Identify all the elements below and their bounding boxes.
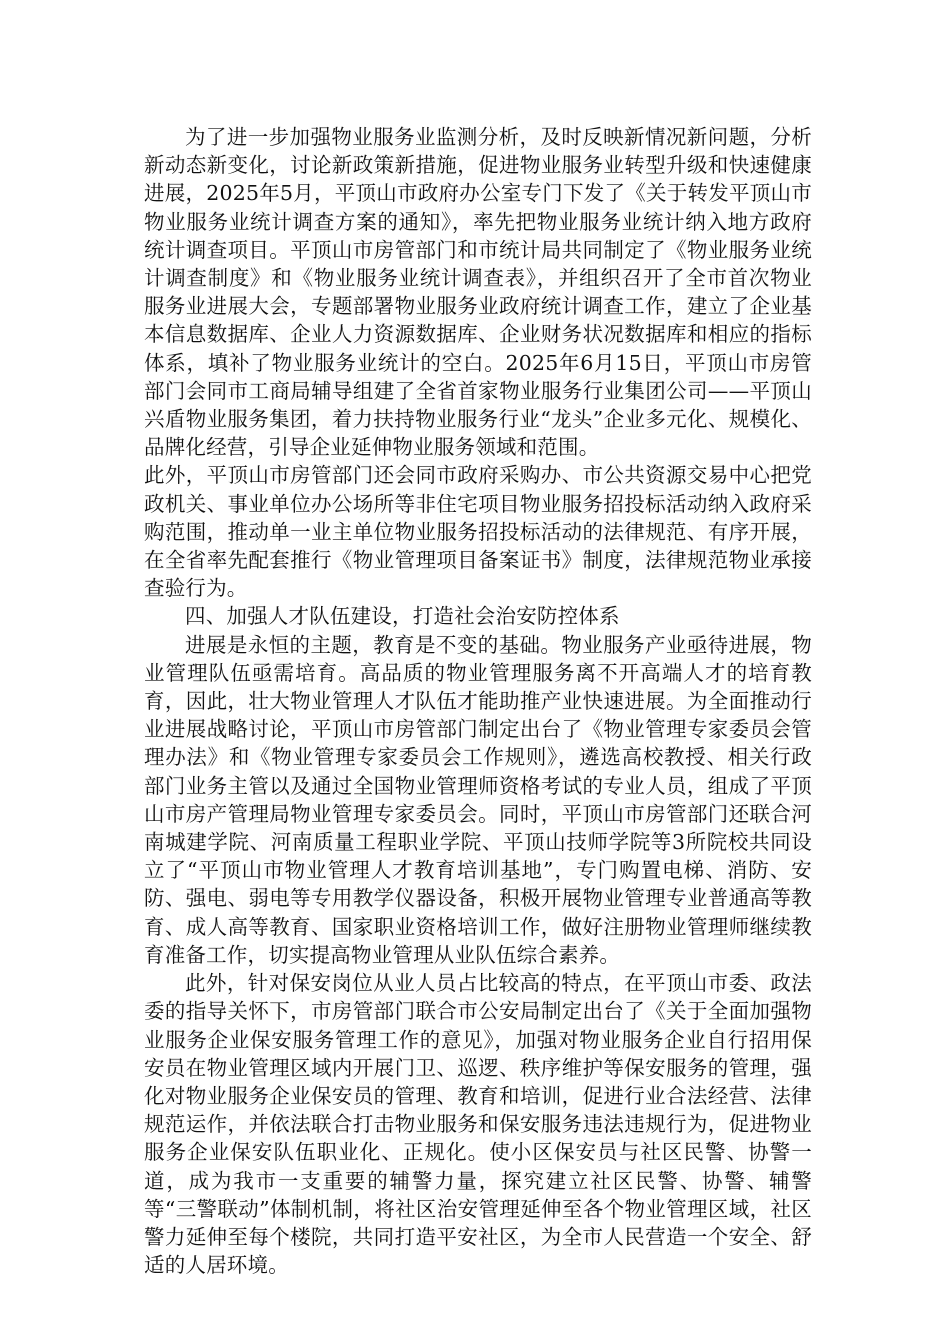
paragraph-security-guards: 此外，针对保安岗位从业人员占比较高的特点，在平顶山市委、政法委的指导关怀下，市房管部门联合市公安局制定出台了《关于全面加强物业服务企业保安服务管理工作的意见》，加强对物业服务企业自行招用保安员在物业管理区域内开展门卫、巡逻、秩序维护等保安服务的管理，强化对物业服务企业保安员的管理、教育和培训，促进行业合法经营、法律规范运作，并依法联合打击物业服务和保安服务违法违规行为，促进物业服务企业保安队伍职业化、正规化。使小区保安员与社区民警、协警一道，成为我市一支重要的辅警力量，探究建立社区民警、协警、辅警等“三警联动”体制机制，将社区治安管理延伸至各个物业管理区域，社区警力延伸至每个楼院，共同打造平安社区，为全市人民营造一个安全、舒适的人居环境。 bbox=[144, 971, 812, 1278]
document-body bbox=[144, 123, 812, 1279]
paragraph-statistics: 为了进一步加强物业服务业监测分析，及时反映新情况新问题，分析新动态新变化，讨论新政策新措施，促进物业服务业转型升级和快速健康进展，2025年5月，平顶山市政府办公室专门下发了《关于转发平顶山市物业服务业统计调查方案的通知》，率先把物业服务业统计纳入地方政府统计调查项目。平顶山市房管部门和市统计局共同制定了《物业服务业统计调查制度》和《物业服务业统计调查表》，并组织召开了全市首次物业服务业进展大会，专题部署物业服务业政府统计调查工作，建立了企业基本信息数据库、企业人力资源数据库、企业财务状况数据库和相应的指标体系，填补了物业服务业统计的空白。2025年6月15日，平顶山市房管部门会同市工商局辅导组建了全省首家物业服务行业集团公司——平顶山兴盾物业服务集团，着力扶持物业服务行业“龙头”企业多元化、规模化、品牌化经营，引导企业延伸物业服务领域和范围。 bbox=[144, 125, 812, 460]
paragraph-talent-training: 进展是永恒的主题，教育是不变的基础。物业服务产业亟待进展，物业管理队伍亟需培育。高品质的物业管理服务离不开高端人才的培育教育，因此，壮大物业管理人才队伍才能助推产业快速进展。为全面推动行业进展战略讨论，平顶山市房管部门制定出台了《物业管理专家委员会管理办法》和《物业管理专家委员会工作规则》，遴选高校教授、相关行政部门业务主管以及通过全国物业管理师资格考试的专业人员，组成了平顶山市房产管理局物业管理专家委员会。同时，平顶山市房管部门还联合河南城建学院、河南质量工程职业学院、平顶山技师学院等3所院校共同设立了“平顶山市物业管理人才教育培训基地”，专门购置电梯、消防、安防、强电、弱电等专用教学仪器设备，积极开展物业管理专业普通高等教育、成人高等教育、国家职业资格培训工作，做好注册物业管理师继续教育准备工作，切实提高物业管理从业队伍综合素养。 bbox=[144, 632, 812, 967]
section-heading-talent: 四、加强人才队伍建设，打造社会治安防控体系 bbox=[185, 604, 620, 629]
paragraph-procurement: 此外，平顶山市房管部门还会同市政府采购办、市公共资源交易中心把党政机关、事业单位办公场所等非住宅项目物业服务招投标活动纳入政府采购范围，推动单一业主单位物业服务招投标活动的法律规范、有序开展，在全省率先配套推行《物业管理项目备案证书》制度，法律规范物业承接查验行为。 bbox=[144, 463, 812, 601]
